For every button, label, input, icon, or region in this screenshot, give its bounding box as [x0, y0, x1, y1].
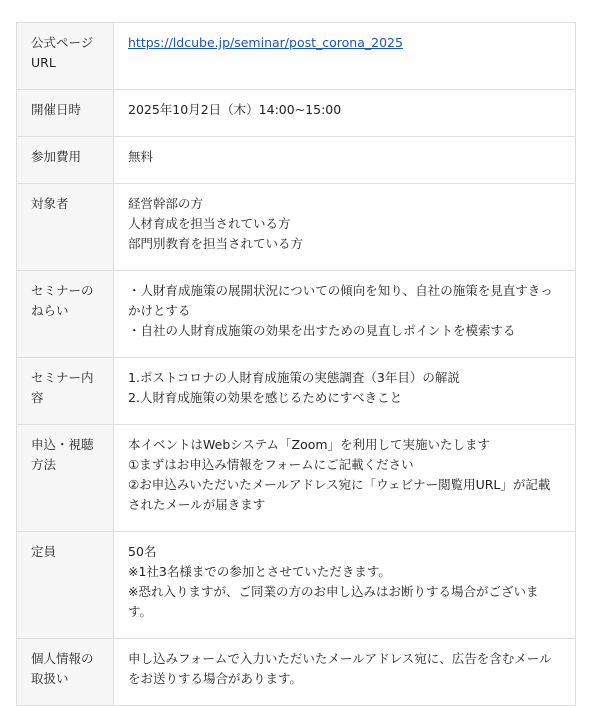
content-line: 2.人財育成施策の効果を感じるためにすべきこと: [128, 390, 403, 405]
apply-line: ②お申込みいただいたメールアドレス宛に「ウェビナー閲覧用URL」が記載されたメールが届きます: [128, 477, 551, 512]
table-row: [17, 137, 576, 184]
row-label-capacity: 定員: [17, 532, 114, 639]
row-value-date: [114, 90, 576, 137]
seminar-info-table: [16, 22, 576, 706]
table-row: [17, 90, 576, 137]
row-value-target: [114, 184, 576, 271]
row-label-date: 開催日時: [17, 90, 114, 137]
table-row: [17, 184, 576, 271]
target-line: 経営幹部の方: [128, 196, 204, 211]
table-row: [17, 639, 576, 706]
capacity-line: ※1社3名様までの参加とさせていただきます。: [128, 564, 391, 579]
row-value-privacy: [114, 639, 576, 706]
row-label-fee: 参加費用: [17, 137, 114, 184]
aim-line: ・人財育成施策の展開状況についての傾向を知り、自社の施策を見直すきっかけとする: [128, 283, 553, 318]
row-value-capacity: [114, 532, 576, 639]
target-line: 部門別教育を担当されている方: [128, 236, 304, 251]
fee-text: 無料: [128, 149, 154, 164]
official-page-link[interactable]: https://ldcube.jp/seminar/post_corona_2025: [128, 35, 403, 50]
row-label-apply: 申込・視聴方法: [17, 425, 114, 532]
apply-line: ①まずはお申込み情報をフォームにご記載ください: [128, 457, 414, 472]
row-label-aim: セミナーのねらい: [17, 271, 114, 358]
capacity-line: 50名: [128, 544, 157, 559]
content-line: 1.ポストコロナの人財育成施策の実態調査（3年目）の解説: [128, 370, 460, 385]
table-row: [17, 271, 576, 358]
table-row: [17, 23, 576, 90]
table-row: [17, 425, 576, 532]
target-line: 人材育成を担当されている方: [128, 216, 291, 231]
apply-line: 本イベントはWebシステム「Zoom」を利用して実施いたします: [128, 437, 491, 452]
row-value-url: [114, 23, 576, 90]
table-row: [17, 532, 576, 639]
row-label-privacy: 個人情報の取扱い: [17, 639, 114, 706]
aim-line: ・自社の人財育成施策の効果を出すための見直しポイントを模索する: [128, 323, 516, 338]
row-value-fee: [114, 137, 576, 184]
row-value-content: [114, 358, 576, 425]
row-label-content: セミナー内容: [17, 358, 114, 425]
date-text: 2025年10月2日（木）14:00~15:00: [128, 102, 342, 117]
capacity-line: ※恐れ入りますが、ご同業の方のお申し込みはお断りする場合がございます。: [128, 584, 539, 619]
row-value-apply: [114, 425, 576, 532]
privacy-line: 申し込みフォームで入力いただいたメールアドレス宛に、広告を含むメールをお送りする場合があります。: [128, 651, 552, 686]
row-label-target: 対象者: [17, 184, 114, 271]
row-label-url: 公式ページURL: [17, 23, 114, 90]
row-value-aim: [114, 271, 576, 358]
table-row: [17, 358, 576, 425]
